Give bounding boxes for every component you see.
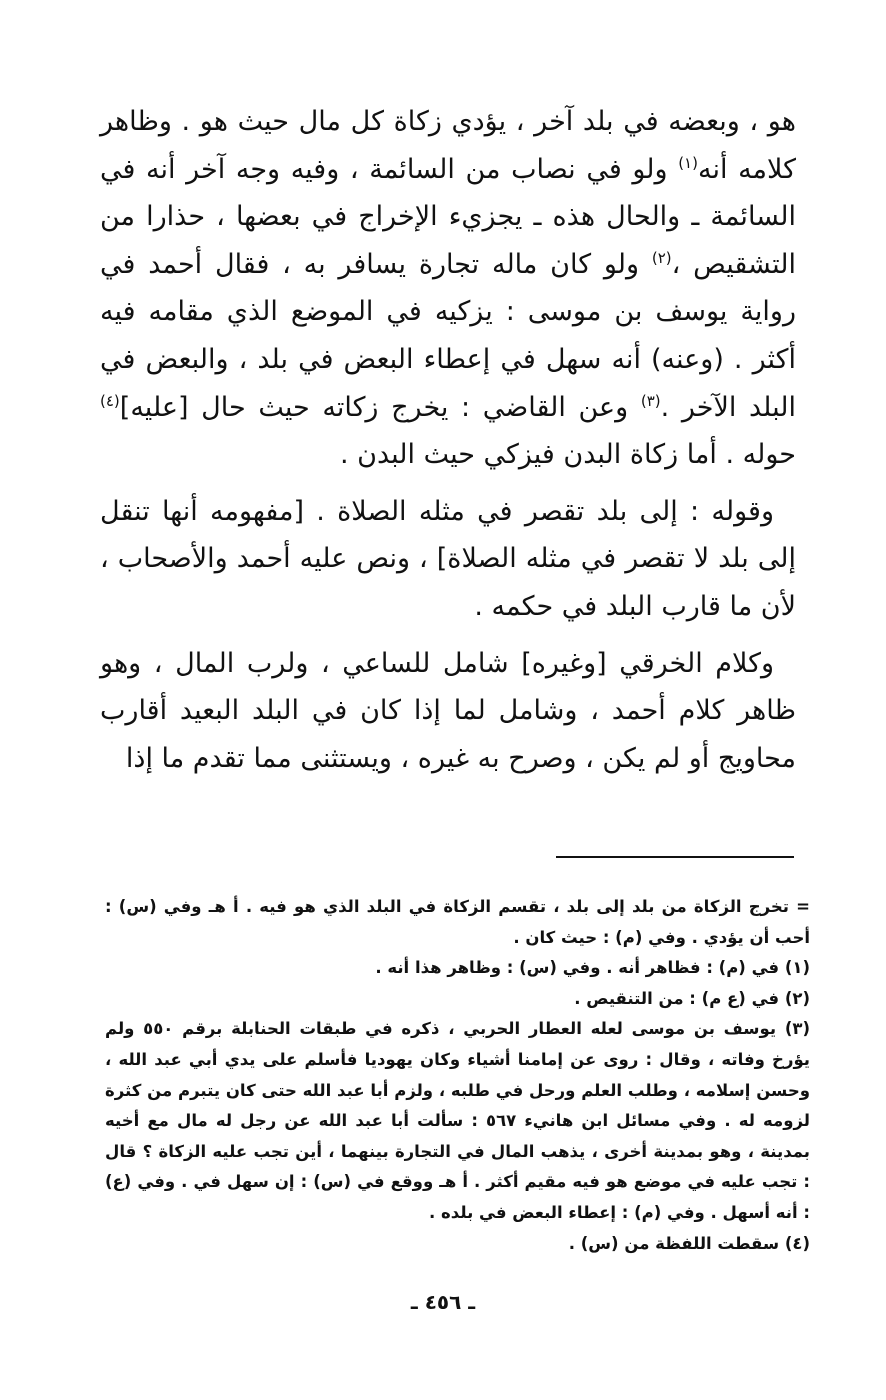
footnote-ref-4: (٤) bbox=[100, 391, 120, 410]
footnote-continuation: = تخرج الزكاة من بلد إلى بلد ، تقسم الزكاة في البلد الذي هو فيه . أ هـ وفي (س) : أحب أن يؤدي . وفي (م) : حيث كان . bbox=[105, 897, 810, 947]
page-number: ـ ٤٥٦ ـ bbox=[410, 1290, 476, 1314]
footnote-4: (٤) سقطت اللفظة من (س) . bbox=[568, 1233, 810, 1253]
footnote-ref-3: (٣) bbox=[640, 391, 661, 410]
paragraph-1-text-e: حوله . أما زكاة البدن فيزكي حيث البدن . bbox=[339, 439, 796, 471]
main-text bbox=[100, 98, 796, 791]
footnote-2: (٢) في (ع م) : من التنقيص . bbox=[574, 988, 810, 1008]
footnotes bbox=[105, 892, 810, 1259]
paragraph-3: وكلام الخرقي [وغيره] شامل للساعي ، ولرب المال ، وهو ظاهر كلام أحمد ، وشامل لما إذا كان في البلد البعيد أقارب محاويج أو لم يكن ، وصرح به غيره ، ويستثنى مما تقدم ما إذا bbox=[100, 647, 796, 774]
paragraph-1-text-b: ولو في نصاب من السائمة ، وفيه وجه آخر أنه في السائمة ـ والحال هذه ـ يجزيء الإخراج في بعضها ، حذارا من التشقيص ، bbox=[100, 153, 796, 280]
footnote-ref-1: (١) bbox=[678, 153, 698, 172]
footnote-3: (٣) يوسف بن موسى لعله العطار الحربي ، ذكره في طبقات الحنابلة برقم ٥٥٠ ولم يؤرخ وفاته ، وقال : روى عن إمامنا أشياء وكان يهوديا فأسلم على يدي أبي عبد الله ، وحسن إسلامه ، وطلب العلم ورحل في طلبه ، ولزم أبا عبد الله حتى كان يتبرم من كثرة لزومه له . وفي مسائل ابن هانيء ٥٦٧ : سألت أبا عبد الله عن رجل له مال مع أخيه بمدينة ، وهو بمدينة أخرى ، يذهب المال في التجارة بينهما ، أين تجب عليه الزكاة ؟ قال : تجب عليه في موضع هو فيه مقيم أكثر . أ هـ ووقع في (س) : إن سهل في . وفي (ع) : أنه أسهل . وفي (م) : إعطاء البعض في بلده . bbox=[105, 1019, 811, 1222]
footnote-1: (١) في (م) : فظاهر أنه . وفي (س) : وظاهر هذا أنه . bbox=[375, 958, 810, 978]
paragraph-1-text-d: وعن القاضي : يخرج زكاته حيث حال [عليه] bbox=[119, 391, 641, 423]
footnote-ref-2: (٢) bbox=[651, 248, 672, 267]
footnote-separator bbox=[556, 856, 794, 858]
paragraph-1 bbox=[100, 98, 796, 479]
paragraph-1-text-c: ولو كان ماله تجارة يسافر به ، فقال أحمد في رواية يوسف بن موسى : يزكيه في الموضع الذي مقامه فيه أكثر . (وعنه) أنه سهل في إعطاء البعض في بلد ، والبعض في البلد الآخر . bbox=[100, 248, 796, 423]
paragraph-1-text-a: هو ، وبعضه في بلد آخر ، يؤدي زكاة كل مال حيث هو . وظاهر كلامه أنه bbox=[100, 106, 796, 185]
paragraph-2: وقوله : إلى بلد تقصر في مثله الصلاة . [مفهومه أنها تنقل إلى بلد لا تقصر في مثله الصلاة] ، ونص عليه أحمد والأصحاب ، لأن ما قارب البلد في حكمه . bbox=[100, 495, 796, 622]
